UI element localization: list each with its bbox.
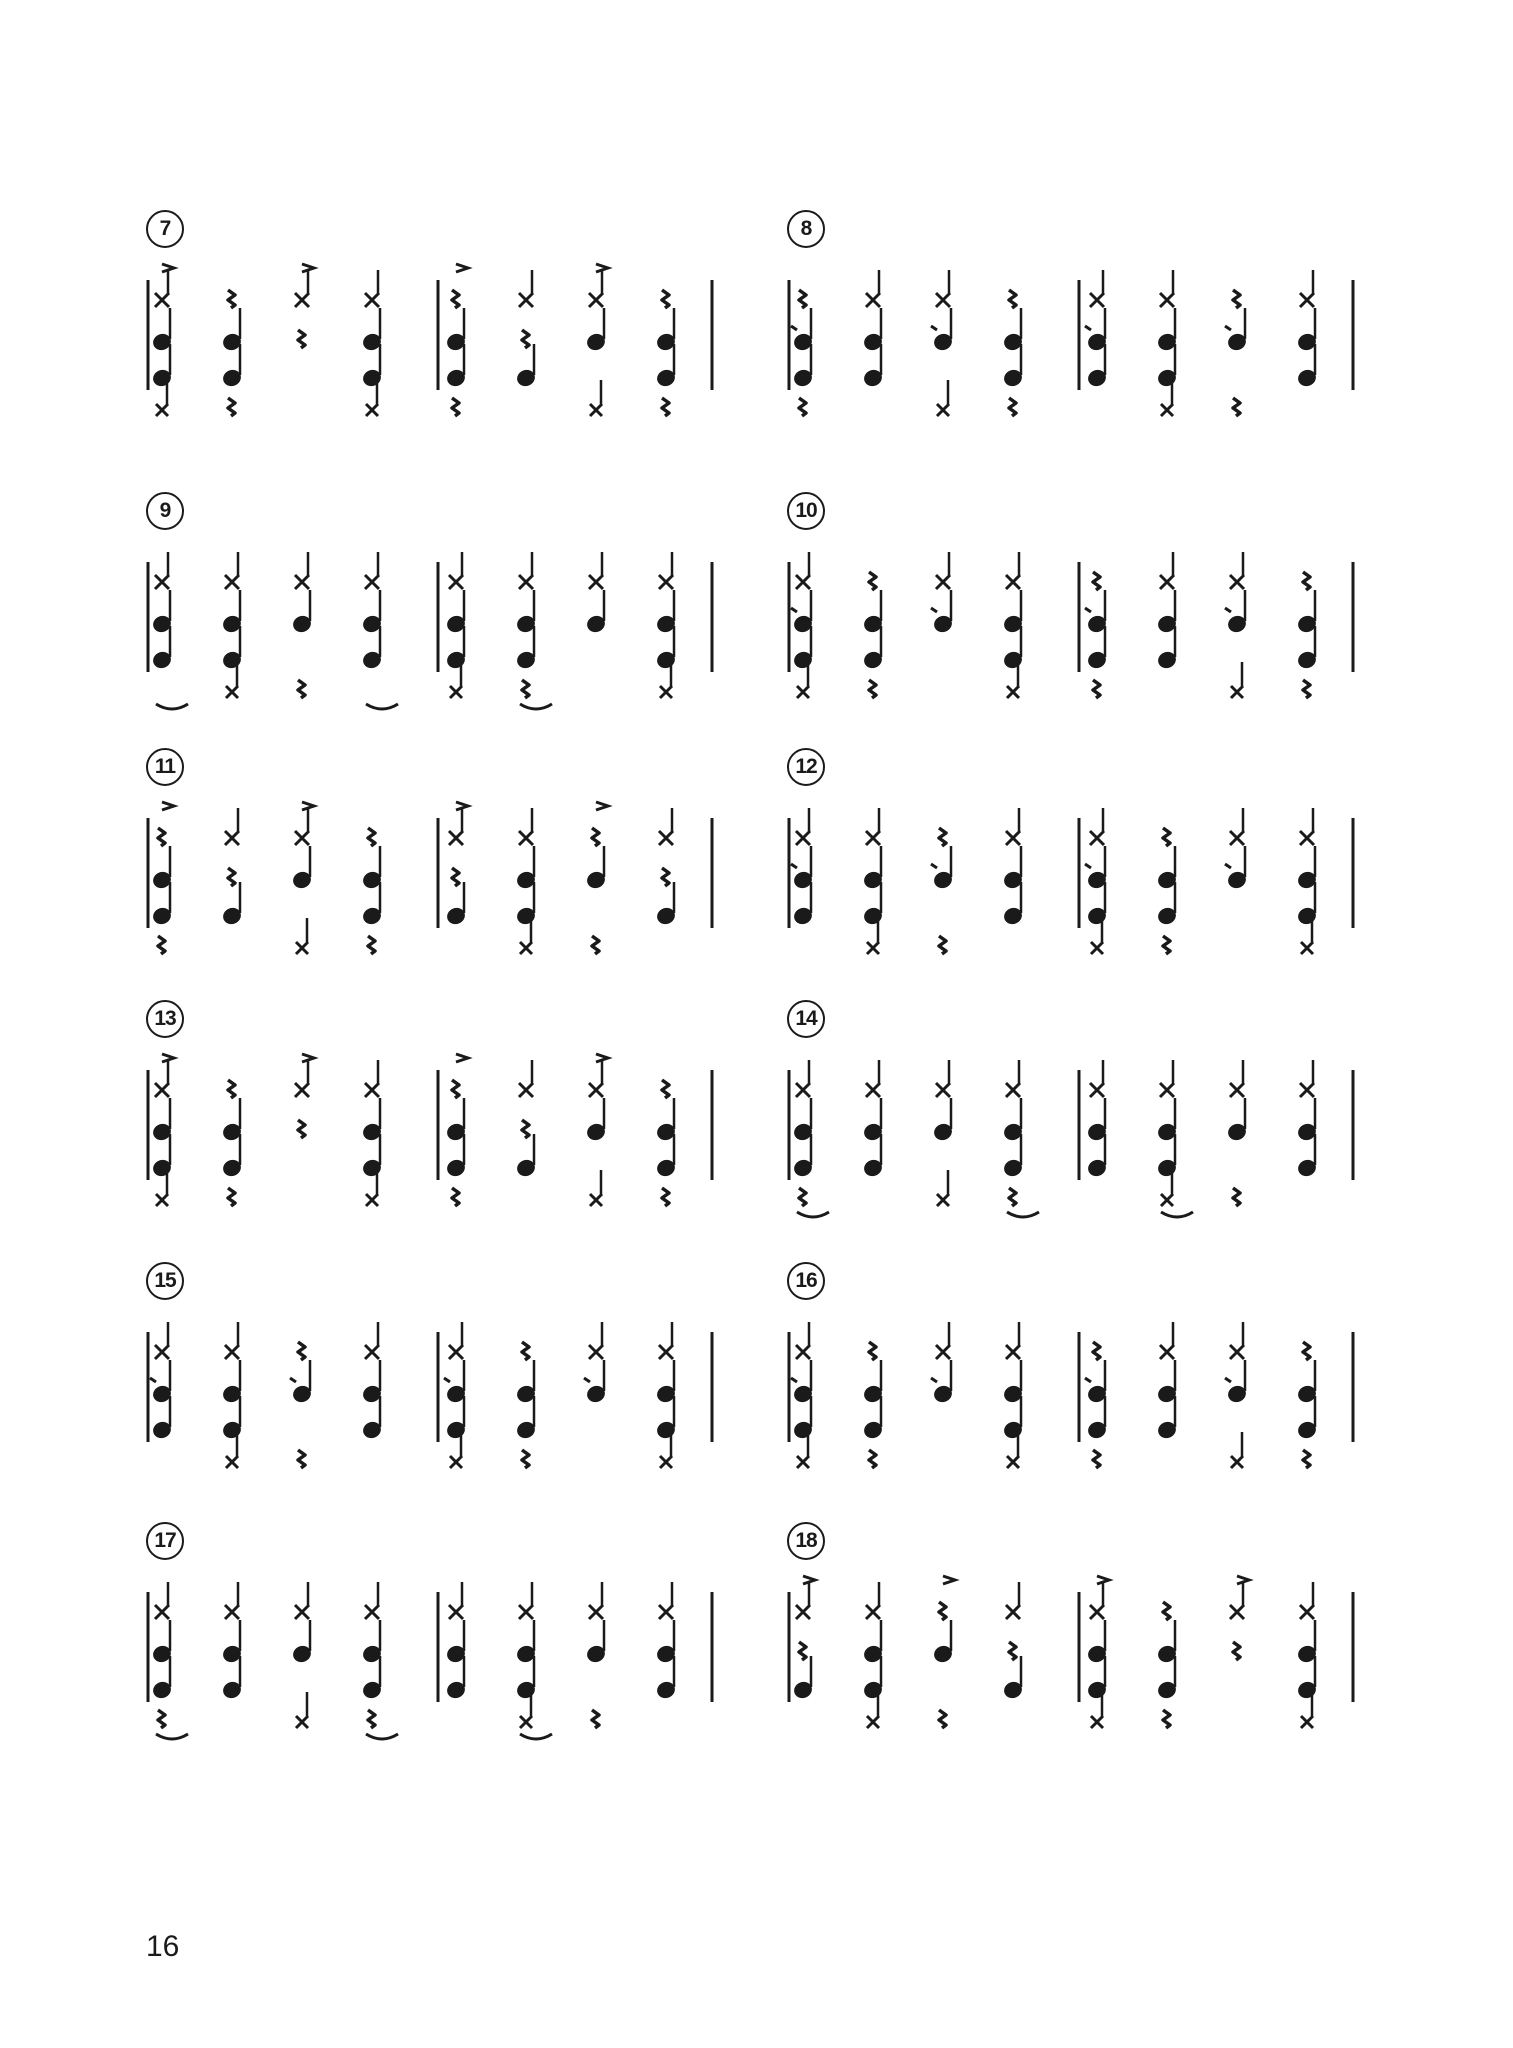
x-notehead [1300, 831, 1314, 845]
staff-content [789, 552, 1353, 698]
grace-note [791, 864, 797, 868]
x-notehead [449, 1345, 463, 1359]
x-notehead [225, 831, 239, 845]
x-notehead [1006, 1083, 1020, 1097]
x-notehead [1160, 293, 1174, 307]
x-notehead [866, 1605, 880, 1619]
drum-staff [787, 1262, 1387, 1512]
x-notehead [1230, 1345, 1244, 1359]
exercise-10 [787, 492, 1387, 742]
exercise-8 [787, 210, 1387, 460]
rest-symbol [368, 828, 375, 846]
x-notehead [1007, 1456, 1019, 1468]
rest-symbol [1303, 572, 1310, 590]
grace-note [1225, 608, 1231, 612]
x-notehead [659, 1345, 673, 1359]
x-notehead [295, 1605, 309, 1619]
x-notehead [796, 1605, 810, 1619]
rest-symbol [1093, 680, 1100, 698]
rest-symbol [1093, 572, 1100, 590]
x-notehead [520, 1716, 532, 1728]
x-notehead [796, 831, 810, 845]
staff-content [148, 1322, 712, 1468]
exercise-number: 9 [146, 492, 184, 530]
exercise-number: 10 [787, 492, 825, 530]
rest-symbol [368, 936, 375, 954]
x-notehead [156, 1194, 168, 1206]
x-notehead [295, 293, 309, 307]
rest-symbol [799, 398, 806, 416]
x-notehead [589, 1605, 603, 1619]
x-notehead [1300, 1083, 1314, 1097]
x-notehead [449, 1605, 463, 1619]
x-notehead [1231, 686, 1243, 698]
x-notehead [866, 1083, 880, 1097]
x-notehead [660, 686, 672, 698]
x-notehead [659, 1605, 673, 1619]
rest-symbol [452, 398, 459, 416]
rest-symbol [592, 828, 599, 846]
x-notehead [590, 404, 602, 416]
staff-content [789, 808, 1353, 954]
x-notehead [156, 404, 168, 416]
rest-symbol [1093, 1450, 1100, 1468]
staff-content [148, 1054, 712, 1206]
tie-curve [797, 1212, 829, 1217]
rest-symbol [1009, 1188, 1016, 1206]
x-notehead [936, 575, 950, 589]
rest-symbol [1233, 1642, 1240, 1660]
x-notehead [225, 575, 239, 589]
x-notehead [365, 575, 379, 589]
rest-symbol [1233, 398, 1240, 416]
drum-staff [146, 492, 746, 742]
grace-note [931, 326, 937, 330]
exercise-number: 15 [146, 1262, 184, 1300]
x-notehead [589, 575, 603, 589]
rest-symbol [662, 868, 669, 886]
tie-curve [366, 704, 398, 709]
x-notehead [519, 575, 533, 589]
exercise-number: 11 [146, 748, 184, 786]
exercise-number: 14 [787, 1000, 825, 1038]
x-notehead [226, 1456, 238, 1468]
grace-note [444, 1378, 450, 1382]
x-notehead [225, 1605, 239, 1619]
x-notehead [519, 293, 533, 307]
drum-staff [787, 1000, 1387, 1250]
x-notehead [520, 942, 532, 954]
rest-symbol [1163, 936, 1170, 954]
tie-curve [1007, 1212, 1039, 1217]
page-number: 16 [146, 1930, 180, 1963]
grace-note [584, 1378, 590, 1382]
exercise-number: 17 [146, 1522, 184, 1560]
exercise-13 [146, 1000, 746, 1250]
grace-note [931, 864, 937, 868]
rest-symbol [452, 868, 459, 886]
x-notehead [155, 575, 169, 589]
exercise-number: 18 [787, 1522, 825, 1560]
x-notehead [797, 1456, 809, 1468]
rest-symbol [799, 1188, 806, 1206]
staff-content [789, 1060, 1353, 1217]
x-notehead [796, 575, 810, 589]
x-notehead [1230, 831, 1244, 845]
drum-staff [146, 748, 746, 998]
x-notehead [1090, 293, 1104, 307]
rest-symbol [158, 936, 165, 954]
exercise-number: 16 [787, 1262, 825, 1300]
x-notehead [867, 942, 879, 954]
x-notehead [366, 404, 378, 416]
x-notehead [797, 686, 809, 698]
rest-symbol [869, 572, 876, 590]
x-notehead [1231, 1456, 1243, 1468]
grace-note [791, 608, 797, 612]
grace-note [1225, 1378, 1231, 1382]
rest-symbol [522, 1450, 529, 1468]
rest-symbol [869, 1450, 876, 1468]
drum-staff [787, 492, 1387, 742]
tie-curve [156, 1734, 188, 1739]
tie-curve [156, 704, 188, 709]
staff-content [789, 1322, 1353, 1468]
exercise-11 [146, 748, 746, 998]
rest-symbol [1233, 290, 1240, 308]
rest-symbol [298, 1450, 305, 1468]
x-notehead [296, 1716, 308, 1728]
x-notehead [519, 1083, 533, 1097]
x-notehead [1160, 575, 1174, 589]
x-notehead [659, 831, 673, 845]
rest-symbol [298, 680, 305, 698]
accent-mark [162, 802, 174, 810]
rest-symbol [799, 1642, 806, 1660]
exercise-9 [146, 492, 746, 742]
drum-staff [146, 1522, 746, 1772]
rest-symbol [1163, 1710, 1170, 1728]
x-notehead [936, 293, 950, 307]
x-notehead [1230, 575, 1244, 589]
x-notehead [866, 293, 880, 307]
x-notehead [659, 575, 673, 589]
drum-staff [146, 1000, 746, 1250]
grace-note [931, 1378, 937, 1382]
rest-symbol [228, 868, 235, 886]
x-notehead [796, 1345, 810, 1359]
x-notehead [155, 1083, 169, 1097]
x-notehead [867, 1716, 879, 1728]
exercise-number: 13 [146, 1000, 184, 1038]
staff-content [789, 1576, 1353, 1728]
x-notehead [1300, 293, 1314, 307]
x-notehead [295, 575, 309, 589]
drum-staff [146, 1262, 746, 1512]
x-notehead [1230, 1083, 1244, 1097]
x-notehead [1006, 1345, 1020, 1359]
exercise-number: 7 [146, 210, 184, 248]
grace-note [1225, 864, 1231, 868]
x-notehead [1006, 1605, 1020, 1619]
x-notehead [1301, 942, 1313, 954]
x-notehead [155, 293, 169, 307]
rest-symbol [158, 828, 165, 846]
tie-curve [520, 704, 552, 709]
exercise-12 [787, 748, 1387, 998]
rest-symbol [1009, 290, 1016, 308]
x-notehead [866, 831, 880, 845]
rest-symbol [1303, 1450, 1310, 1468]
x-notehead [225, 1345, 239, 1359]
rest-symbol [939, 828, 946, 846]
rest-symbol [799, 290, 806, 308]
rest-symbol [1093, 1342, 1100, 1360]
grace-note [290, 1378, 296, 1382]
x-notehead [365, 1605, 379, 1619]
tie-curve [1161, 1212, 1193, 1217]
rest-symbol [662, 1080, 669, 1098]
exercise-18 [787, 1522, 1387, 1772]
x-notehead [1230, 1605, 1244, 1619]
rest-symbol [1163, 828, 1170, 846]
x-notehead [1006, 831, 1020, 845]
grace-note [791, 1378, 797, 1382]
x-notehead [1090, 1083, 1104, 1097]
x-notehead [936, 1345, 950, 1359]
x-notehead [937, 1194, 949, 1206]
rest-symbol [869, 1342, 876, 1360]
grace-note [150, 1378, 156, 1382]
x-notehead [450, 686, 462, 698]
rest-symbol [298, 1342, 305, 1360]
tie-curve [366, 1734, 398, 1739]
x-notehead [589, 1083, 603, 1097]
accent-mark [456, 1054, 468, 1062]
rest-symbol [939, 1710, 946, 1728]
rest-symbol [228, 398, 235, 416]
rest-symbol [869, 680, 876, 698]
exercise-14 [787, 1000, 1387, 1250]
staff-content [148, 264, 712, 416]
drum-staff [787, 748, 1387, 998]
staff-content [148, 802, 712, 954]
drum-staff [787, 1522, 1387, 1772]
x-notehead [366, 1194, 378, 1206]
rest-symbol [228, 290, 235, 308]
rest-symbol [452, 1188, 459, 1206]
x-notehead [365, 1083, 379, 1097]
rest-symbol [298, 1120, 305, 1138]
exercise-16 [787, 1262, 1387, 1512]
drum-staff [787, 210, 1387, 460]
rest-symbol [228, 1080, 235, 1098]
x-notehead [1161, 404, 1173, 416]
rest-symbol [1303, 680, 1310, 698]
rest-symbol [939, 936, 946, 954]
grace-note [1225, 326, 1231, 330]
x-notehead [1161, 1194, 1173, 1206]
grace-note [1085, 864, 1091, 868]
x-notehead [155, 1345, 169, 1359]
exercise-7 [146, 210, 746, 460]
exercise-17 [146, 1522, 746, 1772]
x-notehead [1090, 831, 1104, 845]
rest-symbol [662, 290, 669, 308]
accent-mark [456, 264, 468, 272]
accent-mark [943, 1576, 955, 1584]
rest-symbol [158, 1710, 165, 1728]
exercise-number: 8 [787, 210, 825, 248]
x-notehead [519, 831, 533, 845]
rest-symbol [1009, 1642, 1016, 1660]
x-notehead [519, 1605, 533, 1619]
staff-content [148, 552, 712, 709]
x-notehead [1160, 1083, 1174, 1097]
staff-content [148, 1582, 712, 1739]
grace-note [931, 608, 937, 612]
rest-symbol [368, 1710, 375, 1728]
staff-content [789, 270, 1353, 416]
x-notehead [155, 1605, 169, 1619]
rest-symbol [939, 1602, 946, 1620]
x-notehead [1006, 575, 1020, 589]
x-notehead [295, 831, 309, 845]
drum-staff [146, 210, 746, 460]
rest-symbol [592, 936, 599, 954]
rest-symbol [452, 1080, 459, 1098]
exercise-15 [146, 1262, 746, 1512]
x-notehead [1090, 1605, 1104, 1619]
tie-curve [520, 1734, 552, 1739]
x-notehead [449, 575, 463, 589]
rest-symbol [522, 1120, 529, 1138]
rest-symbol [662, 398, 669, 416]
rest-symbol [1163, 1602, 1170, 1620]
grace-note [1085, 608, 1091, 612]
x-notehead [936, 1083, 950, 1097]
x-notehead [295, 1083, 309, 1097]
x-notehead [589, 293, 603, 307]
rest-symbol [1009, 398, 1016, 416]
x-notehead [796, 1083, 810, 1097]
grace-note [791, 326, 797, 330]
rest-symbol [662, 1188, 669, 1206]
x-notehead [1301, 1716, 1313, 1728]
x-notehead [937, 404, 949, 416]
rest-symbol [1233, 1188, 1240, 1206]
rest-symbol [522, 1342, 529, 1360]
rest-symbol [522, 330, 529, 348]
x-notehead [1091, 942, 1103, 954]
grace-note [1085, 326, 1091, 330]
rest-symbol [228, 1188, 235, 1206]
x-notehead [450, 1456, 462, 1468]
x-notehead [1160, 1345, 1174, 1359]
x-notehead [590, 1194, 602, 1206]
rest-symbol [298, 330, 305, 348]
x-notehead [589, 1345, 603, 1359]
x-notehead [449, 831, 463, 845]
rest-symbol [592, 1710, 599, 1728]
rest-symbol [522, 680, 529, 698]
x-notehead [296, 942, 308, 954]
rest-symbol [1303, 1342, 1310, 1360]
accent-mark [596, 802, 608, 810]
rest-symbol [452, 290, 459, 308]
x-notehead [226, 686, 238, 698]
x-notehead [365, 293, 379, 307]
grace-note [1085, 1378, 1091, 1382]
x-notehead [660, 1456, 672, 1468]
x-notehead [1007, 686, 1019, 698]
x-notehead [1091, 1716, 1103, 1728]
x-notehead [1300, 1605, 1314, 1619]
exercise-number: 12 [787, 748, 825, 786]
x-notehead [365, 1345, 379, 1359]
